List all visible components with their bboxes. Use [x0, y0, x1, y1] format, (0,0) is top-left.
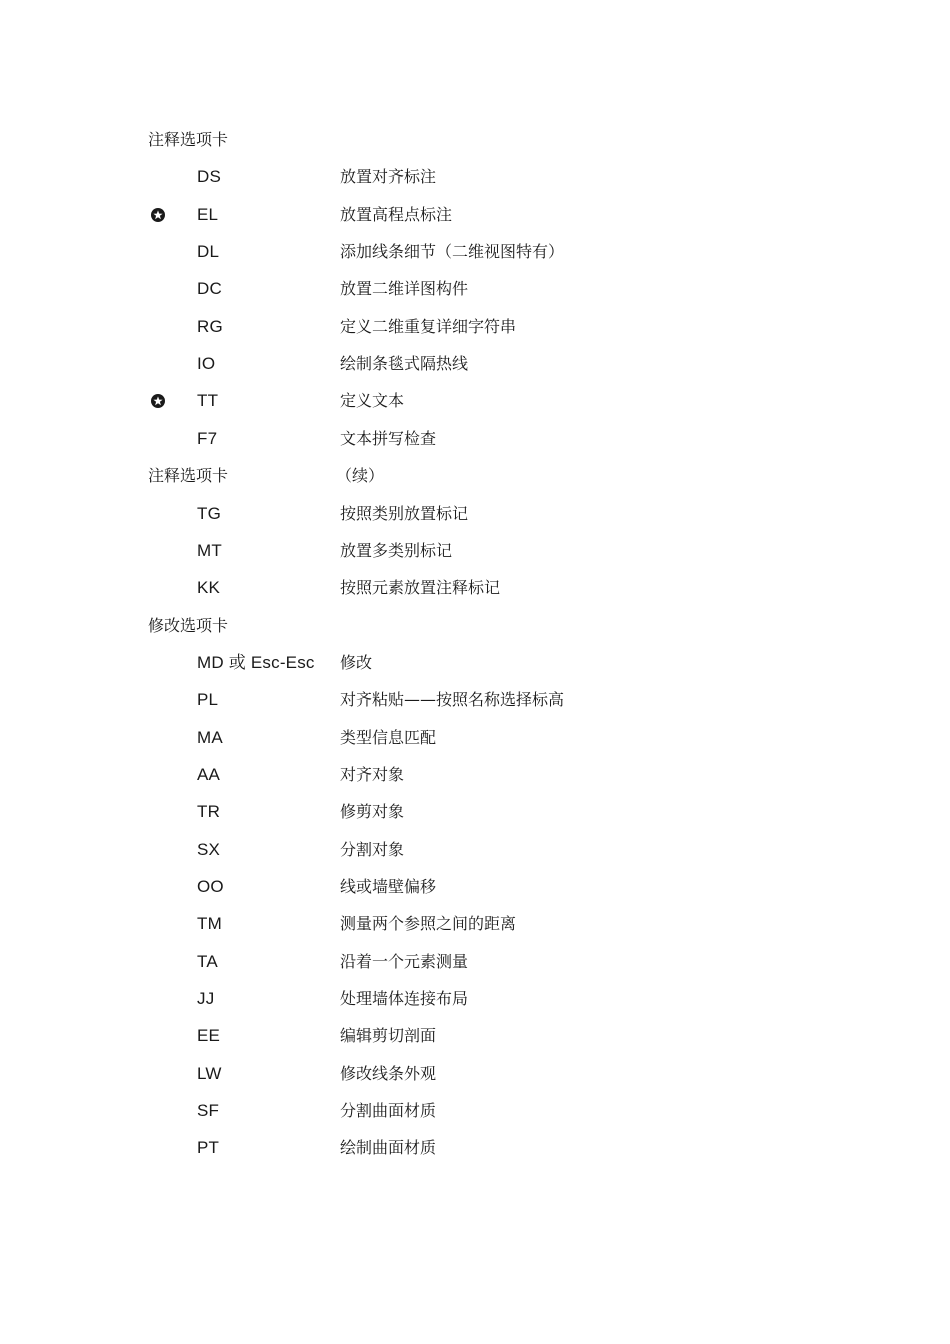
shortcut-row [0, 503, 950, 540]
shortcut-description: 放置多类别标记 [340, 540, 453, 560]
section-note: （续） [336, 466, 385, 486]
shortcut-key: DC [197, 279, 222, 299]
shortcut-description: 放置高程点标注 [340, 204, 453, 224]
shortcut-row [0, 353, 950, 390]
shortcut-description: 沿着一个元素测量 [340, 951, 469, 971]
shortcut-row [0, 241, 950, 278]
shortcut-key: DS [197, 167, 222, 187]
shortcut-description: 对齐粘贴——按照名称选择标高 [340, 690, 565, 710]
shortcut-description: 按照元素放置注释标记 [340, 578, 501, 598]
section-header [0, 615, 950, 652]
shortcut-row [0, 166, 950, 203]
shortcut-description: 分割对象 [340, 839, 405, 859]
shortcut-row [0, 1025, 950, 1062]
shortcut-row [0, 204, 950, 241]
shortcut-key: TR [197, 802, 221, 822]
shortcut-key: AA [197, 764, 221, 784]
shortcut-row [0, 316, 950, 353]
section-title: 修改选项卡 [148, 615, 229, 635]
shortcut-key: EL [197, 204, 219, 224]
shortcut-description: 修改线条外观 [340, 1063, 437, 1083]
shortcut-description: 修剪对象 [340, 802, 405, 822]
shortcut-row [0, 652, 950, 689]
shortcut-description: 处理墙体连接布局 [340, 989, 469, 1009]
shortcut-description: 定义二维重复详细字符串 [340, 316, 517, 336]
section-title: 注释选项卡 [148, 466, 229, 486]
shortcut-description: 绘制曲面材质 [340, 1138, 437, 1158]
shortcut-description: 放置对齐标注 [340, 167, 437, 187]
shortcut-description: 修改 [340, 652, 373, 672]
shortcut-row [0, 428, 950, 465]
shortcut-row [0, 764, 950, 801]
shortcut-row [0, 1063, 950, 1100]
shortcut-key: TM [197, 914, 222, 934]
shortcut-description: 类型信息匹配 [340, 727, 437, 747]
shortcut-row [0, 278, 950, 315]
shortcut-description: 定义文本 [340, 391, 405, 411]
shortcut-row [0, 727, 950, 764]
shortcut-key: TA [197, 951, 218, 971]
shortcut-row [0, 390, 950, 427]
shortcut-row [0, 988, 950, 1025]
shortcut-row [0, 913, 950, 950]
star-icon [151, 208, 165, 222]
shortcut-row [0, 577, 950, 614]
shortcut-key: PL [197, 690, 219, 710]
shortcut-key: EE [197, 1026, 221, 1046]
star-icon [151, 394, 165, 408]
shortcut-key: IO [197, 354, 216, 374]
shortcut-row [0, 1137, 950, 1174]
shortcut-row [0, 689, 950, 726]
shortcut-key: SX [197, 839, 221, 859]
shortcut-description: 文本拼写检查 [340, 428, 437, 448]
shortcut-row [0, 540, 950, 577]
shortcut-key: JJ [197, 989, 215, 1009]
shortcut-row [0, 839, 950, 876]
shortcut-description: 测量两个参照之间的距离 [340, 914, 517, 934]
shortcut-description: 分割曲面材质 [340, 1101, 437, 1121]
shortcut-description: 绘制条毯式隔热线 [340, 354, 469, 374]
shortcut-key: F7 [197, 428, 218, 448]
shortcut-key: KK [197, 578, 221, 598]
shortcut-description: 线或墙壁偏移 [340, 877, 437, 896]
shortcut-row [0, 951, 950, 988]
shortcut-description: 添加线条细节（二维视图特有） [340, 242, 565, 262]
shortcut-row [0, 1100, 950, 1137]
shortcut-key: MD 或 Esc-Esc [197, 652, 315, 672]
shortcut-key: MA [197, 727, 223, 747]
shortcut-key: PT [197, 1138, 220, 1158]
shortcut-description: 按照类别放置标记 [340, 503, 469, 523]
shortcut-key: SF [197, 1101, 220, 1121]
shortcut-description: 放置二维详图构件 [340, 279, 469, 299]
shortcut-key: RG [197, 316, 223, 336]
shortcut-key: LW [197, 1063, 222, 1083]
shortcut-key: OO [197, 877, 224, 896]
shortcut-key: TT [197, 391, 219, 411]
section-header [0, 465, 950, 502]
shortcut-row [0, 801, 950, 838]
shortcut-key: DL [197, 242, 220, 262]
shortcut-row [0, 876, 950, 913]
shortcut-key: MT [197, 540, 222, 560]
shortcut-description: 对齐对象 [340, 764, 405, 784]
section-header [0, 129, 950, 166]
section-title: 注释选项卡 [148, 130, 229, 149]
shortcut-description: 编辑剪切剖面 [340, 1026, 437, 1046]
shortcut-key: TG [197, 503, 222, 523]
